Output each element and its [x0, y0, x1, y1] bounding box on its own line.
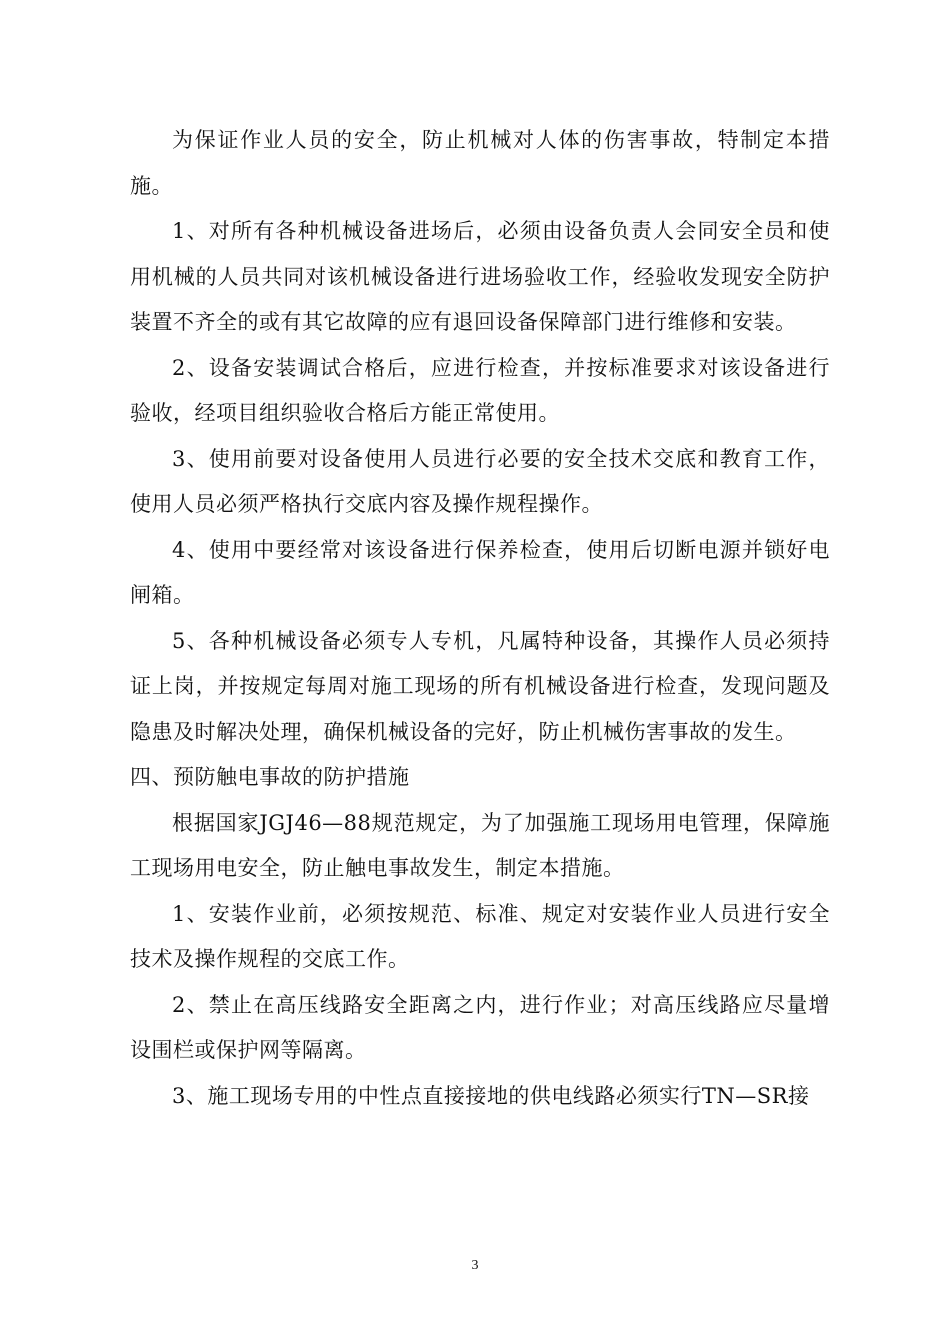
paragraph: 根据国家JGJ46—88规范规定，为了加强施工现场用电管理，保障施工现场用电安全，防止触电事故发生，制定本措施。: [130, 810, 830, 880]
paragraph: 3、施工现场专用的中性点直接接地的供电线路必须实行TN—SR接: [172, 1083, 810, 1108]
paragraph: 1、对所有各种机械设备进场后，必须由设备负责人会同安全员和使用机械的人员共同对该机械设备进行进场验收工作，经验收发现安全防护装置不齐全的或有其它故障的应有退回设备保障部门进行维修和安装。: [130, 219, 830, 334]
document-body: [130, 118, 830, 1119]
paragraph: 为保证作业人员的安全，防止机械对人体的伤害事故，特制定本措施。: [130, 128, 830, 198]
paragraph: 4、使用中要经常对该设备进行保养检查，使用后切断电源并锁好电闸箱。: [130, 537, 830, 607]
paragraph: 2、禁止在高压线路安全距离之内，进行作业；对高压线路应尽量增设围栏或保护网等隔离。: [130, 992, 830, 1062]
paragraph: 5、各种机械设备必须专人专机，凡属特种设备，其操作人员必须持证上岗，并按规定每周对施工现场的所有机械设备进行检查，发现问题及隐患及时解决处理，确保机械设备的完好，防止机械伤害事故的发生。: [130, 628, 830, 744]
section-heading: 四、预防触电事故的防护措施: [130, 765, 410, 789]
paragraph: 2、设备安装调试合格后，应进行检查，并按标准要求对该设备进行验收，经项目组织验收合格后方能正常使用。: [130, 355, 830, 425]
paragraph: 3、使用前要对设备使用人员进行必要的安全技术交底和教育工作，使用人员必须严格执行交底内容及操作规程操作。: [130, 446, 830, 516]
page-number: 3: [471, 1258, 479, 1273]
paragraph: 1、安装作业前，必须按规范、标准、规定对安装作业人员进行安全技术及操作规程的交底工作。: [130, 901, 830, 971]
